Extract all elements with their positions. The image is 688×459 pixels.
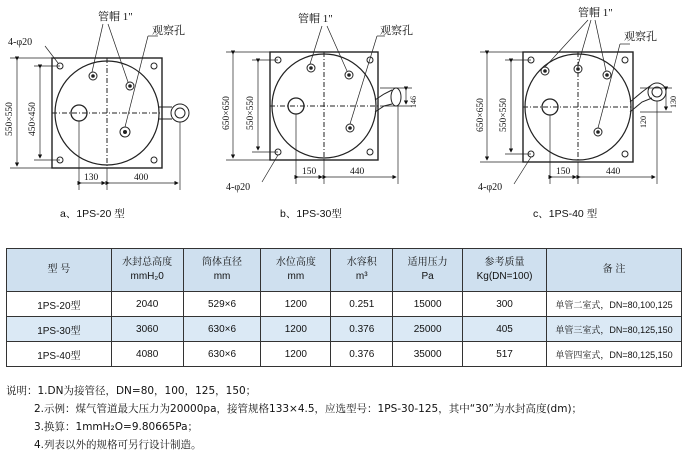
pipe-cap-label-c: 管帽 1" — [578, 7, 613, 19]
dim-length-label-b: 440 — [350, 167, 365, 177]
cell-water-volume: 0.376 — [331, 342, 393, 367]
pipe-cap-label-a: 管帽 1" — [98, 11, 133, 23]
bolt-holes-label-a: 4-φ20 — [8, 37, 33, 48]
inner-size-label-a: 450×450 — [28, 102, 38, 136]
cell-mass: 300 — [463, 292, 547, 317]
table-row — [7, 342, 682, 367]
cell-water-volume: 0.251 — [331, 292, 393, 317]
table-header-row — [7, 249, 682, 292]
table-row — [7, 292, 682, 317]
dim-length-label-c: 440 — [606, 167, 621, 177]
notes-section — [6, 382, 582, 454]
cell-pressure: 35000 — [393, 342, 463, 367]
cell-water-level: 1200 — [261, 292, 331, 317]
cell-diameter: 630×6 — [183, 342, 261, 367]
cell-diameter: 630×6 — [183, 317, 261, 342]
cell-diameter: 529×6 — [183, 292, 261, 317]
dim-length-label-a: 400 — [134, 173, 149, 183]
header-total-seal-height: 水封总高度 mmH₂0 — [111, 249, 183, 292]
cell-pressure: 25000 — [393, 317, 463, 342]
outer-size-label-b: 650×650 — [222, 96, 232, 130]
side-dim-label-b: 146 — [409, 96, 418, 108]
header-pressure: 适用压力 Pa — [393, 249, 463, 292]
caption-1ps-40: c、1PS-40 型 — [533, 208, 598, 220]
cell-water-level: 1200 — [261, 317, 331, 342]
cell-model: 1PS-30型 — [7, 317, 112, 342]
outer-size-label-c: 650×650 — [476, 98, 486, 132]
sight-hole-label-c: 观察孔 — [624, 31, 657, 43]
cell-remarks: 单管二室式，DN=80,100,125 — [547, 292, 682, 317]
cell-remarks: 单管三室式，DN=80,125,150 — [547, 317, 682, 342]
header-reference-mass: 参考质量 Kg(DN=100) — [463, 249, 547, 292]
cell-seal-height: 3060 — [111, 317, 183, 342]
header-model: 型 号 — [7, 249, 112, 292]
cell-water-level: 1200 — [261, 342, 331, 367]
spec-table — [6, 248, 682, 367]
bolt-holes-label-c: 4-φ20 — [478, 182, 503, 193]
dim-offset-label-c: 150 — [556, 167, 571, 177]
caption-1ps-30: b、1PS-30型 — [280, 208, 342, 220]
cell-mass: 517 — [463, 342, 547, 367]
dim-offset-label-a: 130 — [84, 173, 99, 183]
caption-1ps-20: a、1PS-20 型 — [60, 208, 125, 220]
header-shell-diameter: 筒体直径 mm — [183, 249, 261, 292]
bolt-holes-label-b: 4-φ20 — [226, 182, 251, 193]
cell-pressure: 15000 — [393, 292, 463, 317]
header-remarks: 备 注 — [547, 249, 682, 292]
note-line: 4.列表以外的规格可另行设计制造。 — [34, 439, 202, 451]
sight-hole-label-a: 观察孔 — [152, 25, 185, 37]
cell-mass: 405 — [463, 317, 547, 342]
inner-size-label-c: 550×550 — [499, 98, 509, 132]
note-line: 3.换算：1mmH₂O=9.80665Pa； — [34, 421, 199, 433]
table-row — [7, 317, 682, 342]
sight-hole-label-b: 观察孔 — [380, 25, 413, 37]
cell-remarks: 单管四室式，DN=80,125,150 — [547, 342, 682, 367]
cell-seal-height: 2040 — [111, 292, 183, 317]
inner-size-label-b: 550×550 — [246, 96, 256, 130]
dim-offset-label-b: 150 — [302, 167, 317, 177]
side-dim-top-label-c: 130 — [669, 96, 678, 108]
cell-model: 1PS-20型 — [7, 292, 112, 317]
side-dim-bottom-label-c: 120 — [639, 116, 648, 128]
cell-model: 1PS-40型 — [7, 342, 112, 367]
cell-water-volume: 0.376 — [331, 317, 393, 342]
header-water-level: 水位高度 mm — [261, 249, 331, 292]
cell-seal-height: 4080 — [111, 342, 183, 367]
pipe-cap-label-b: 管帽 1" — [298, 13, 333, 25]
note-line: 说明：1.DN为接管径，DN=80，100，125，150； — [6, 385, 257, 397]
note-line: 2.示例：煤气管道最大压力为20000pa，接管规格133×4.5，应选型号：1PS-30-125，其中“30”为水封高度(dm)； — [34, 403, 583, 415]
header-water-volume: 水容积 m³ — [331, 249, 393, 292]
outer-size-label-a: 550×550 — [5, 102, 15, 136]
